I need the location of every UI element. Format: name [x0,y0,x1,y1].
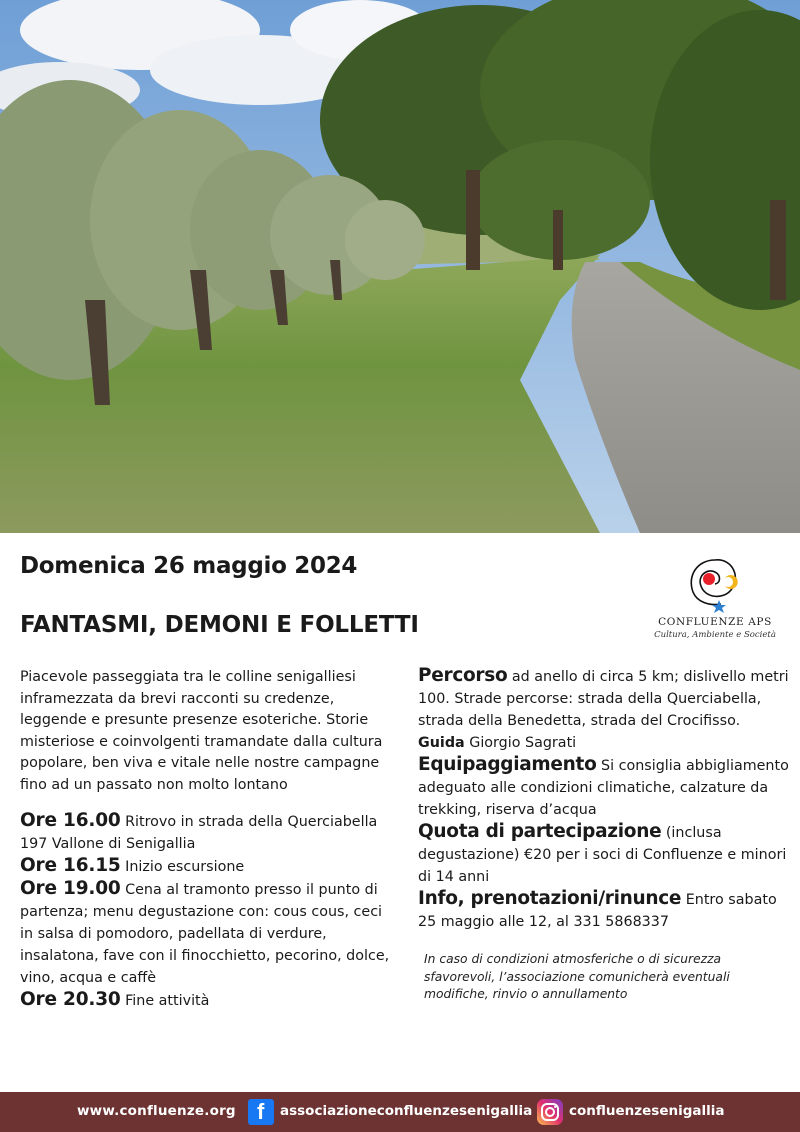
logo-name: CONFLUENZE APS [658,616,772,628]
schedule-text: Inizio escursione [125,859,245,875]
schedule-text: Cena al tramonto presso il punto di partenza; menu degustazione con: cous cous, ceci in salsa di pomodoro, padellata di verdure, insalatona, fave con il finocchietto, pecorino, dolce, vino, acqua e caffè [20,882,390,986]
info-text: Entro sabato 25 maggio alle 12, al 331 5868337 [418,892,777,930]
schedule-time: Ore 20.30 [20,989,121,1010]
schedule-time: Ore 19.00 [20,878,121,899]
schedule-time: Ore 16.00 [20,810,121,831]
info-heading: Info, prenotazioni/rinunce [418,888,682,909]
quota-heading: Quota di partecipazione [418,821,662,842]
instagram-link[interactable]: confluenzesenigallia [569,1103,725,1119]
guide-name: Giorgio Sagrati [469,735,577,751]
schedule-text: Ritrovo in strada della Querciabella 197 Vallone di Senigallia [20,814,378,852]
countryside-road-image [0,0,800,533]
weather-note: In caso di condizioni atmosferiche o di sicurezza sfavorevoli, l’associazione comunicherà eventuali modifiche, rinvio o annullamento [424,952,730,1001]
logo-subtitle: Cultura, Ambiente e Società [654,630,776,640]
event-date: Domenica 26 maggio 2024 [20,553,358,579]
website-link[interactable]: www.confluenze.org [77,1103,236,1119]
guide-label: Guida [418,735,465,751]
schedule-time: Ore 16.15 [20,855,121,876]
equipaggiamento-text: Si consiglia abbigliamento adeguato alle condizioni climatiche, calzature da trekking, riserva d’acqua [418,758,789,818]
intro-text: Piacevole passeggiata tra le colline senigalliesi inframezzata da brevi racconti su credenze, leggende e presunte presenze esoteriche. Storie misteriose e coinvolgenti tramandate dalla cultura popolare, ben viva e vitale nelle nostre campagne fino ad un passato non molto lontano [20,669,383,793]
schedule-item [20,810,395,855]
left-column [20,667,395,1012]
spiral-logo-icon [675,548,755,616]
hero-photo [0,0,800,533]
quota-block [418,821,790,888]
event-title: FANTASMI, DEMONI E FOLLETTI [20,612,419,638]
footer-bar [0,1092,800,1132]
percorso-text: ad anello di circa 5 km; dislivello metri 100. Strade percorse: strada della Querciabella, strada della Benedetta, strada del Crocifisso. [418,669,789,729]
equipaggiamento-heading: Equipaggiamento [418,754,597,775]
schedule-text: Fine attività [125,993,210,1009]
facebook-icon[interactable]: f [248,1099,274,1125]
facebook-link[interactable]: associazioneconfluenzesenigallia [280,1103,533,1119]
percorso-block [418,665,790,754]
confluenze-logo [640,548,790,648]
right-column [418,665,790,1004]
schedule-item [20,989,395,1012]
equipaggiamento-block [418,754,790,821]
percorso-heading: Percorso [418,665,508,686]
instagram-icon[interactable] [537,1099,563,1125]
info-block [418,888,790,933]
schedule-item [20,878,395,989]
schedule-item [20,855,395,878]
quota-text: (inclusa degustazione) €20 per i soci di Confluenze e minori di 14 anni [418,825,787,885]
